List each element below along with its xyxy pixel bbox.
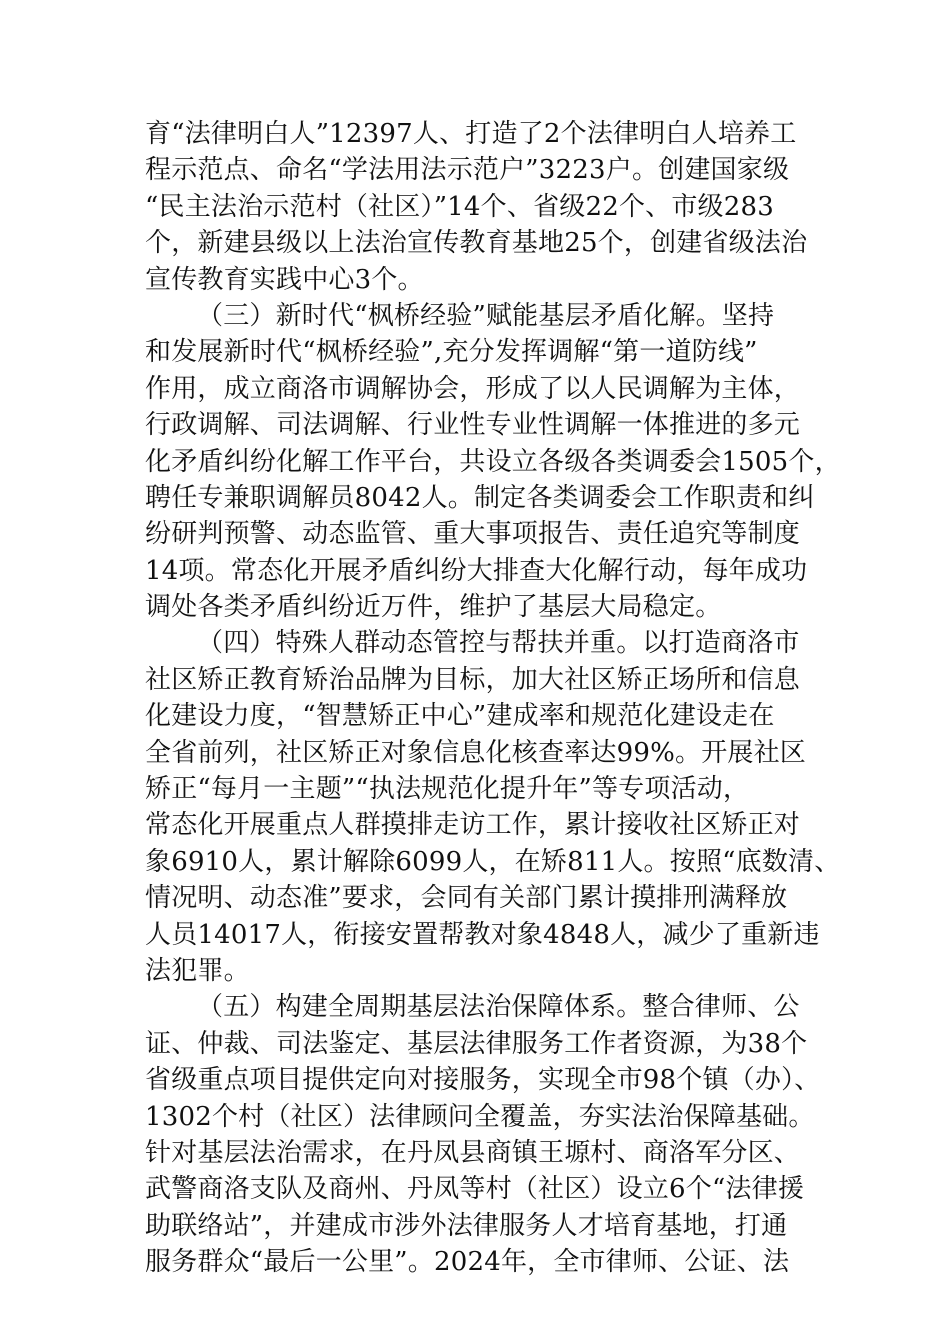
text-line: 法犯罪。 <box>145 955 250 986</box>
text-line: 服务群众“最后一公里”。2024年，全市律师、公证、法 <box>145 1247 790 1278</box>
text-line: 化矛盾纠纷化解工作平台，共设立各级各类调委会1505个， <box>145 446 841 477</box>
text-line: 个，新建县级以上法治宣传教育基地25个，创建省级法治 <box>145 228 808 259</box>
text-line: 助联络站”，并建成市涉外法律服务人才培育基地，打通 <box>145 1210 788 1241</box>
text-line: “民主法治示范村（社区）”14个、省级22个、市级283 <box>145 191 774 222</box>
text-line: 常态化开展重点人群摸排走访工作，累计接收社区矫正对 <box>145 810 801 841</box>
text-line: 矫正“每月一主题”“执法规范化提升年”等专项活动， <box>145 774 750 805</box>
text-line: 针对基层法治需求，在丹凤县商镇王塬村、商洛军分区、 <box>145 1137 801 1168</box>
section-heading-3: （三）新时代“枫桥经验”赋能基层矛盾化解。坚持 <box>197 300 775 331</box>
text-line: 宣传教育实践中心3个。 <box>145 264 424 295</box>
text-line: 纷研判预警、动态监管、重大事项报告、责任追究等制度 <box>145 519 801 550</box>
text-line: 情况明、动态准”要求，会同有关部门累计摸排刑满释放 <box>145 883 788 914</box>
text-line: 行政调解、司法调解、行业性专业性调解一体推进的多元 <box>145 410 801 441</box>
text-line: 14项。常态化开展矛盾纠纷大排查大化解行动，每年成功 <box>145 555 808 586</box>
text-line: 育“法律明白人”12397人、打造了2个法律明白人培养工 <box>145 119 797 149</box>
text-line: 1302个村（社区）法律顾问全覆盖，夯实法治保障基础。 <box>145 1101 815 1132</box>
section-heading-5: （五）构建全周期基层法治保障体系。整合律师、公 <box>197 992 800 1023</box>
text-line: 程示范点、命名“学法用法示范户”3223户。创建国家级 <box>145 155 790 186</box>
text-line: 聘任专兼职调解员8042人。制定各类调委会工作职责和纠 <box>145 482 815 513</box>
text-line: 全省前列，社区矫正对象信息化核查率达99%。开展社区 <box>145 737 806 768</box>
section-heading-4: （四）特殊人群动态管控与帮扶并重。以打造商洛市 <box>197 628 800 659</box>
text-line: 省级重点项目提供定向对接服务，实现全市98个镇（办）、 <box>145 1065 821 1096</box>
text-line: 证、仲裁、司法鉴定、基层法律服务工作者资源，为38个 <box>145 1028 808 1059</box>
text-line: 社区矫正教育矫治品牌为目标，加大社区矫正场所和信息 <box>145 664 801 695</box>
text-line: 人员14017人，衔接安置帮教对象4848人，减少了重新违 <box>145 919 820 950</box>
text-line: 和发展新时代“枫桥经验”,充分发挥调解“第一道防线” <box>145 337 758 368</box>
text-line: 化建设力度，“智慧矫正中心”建成率和规范化建设走在 <box>145 701 775 732</box>
text-line: 象6910人，累计解除6099人，在矫811人。按照“底数清、 <box>145 846 841 877</box>
text-line: 武警商洛支队及商州、丹凤等村（社区）设立6个“法律援 <box>145 1174 805 1205</box>
text-line: 调处各类矛盾纠纷近万件，维护了基层大局稳定。 <box>145 592 722 623</box>
text-line: 作用，成立商洛市调解协会，形成了以人民调解为主体， <box>145 373 801 404</box>
document-page <box>145 116 841 1281</box>
